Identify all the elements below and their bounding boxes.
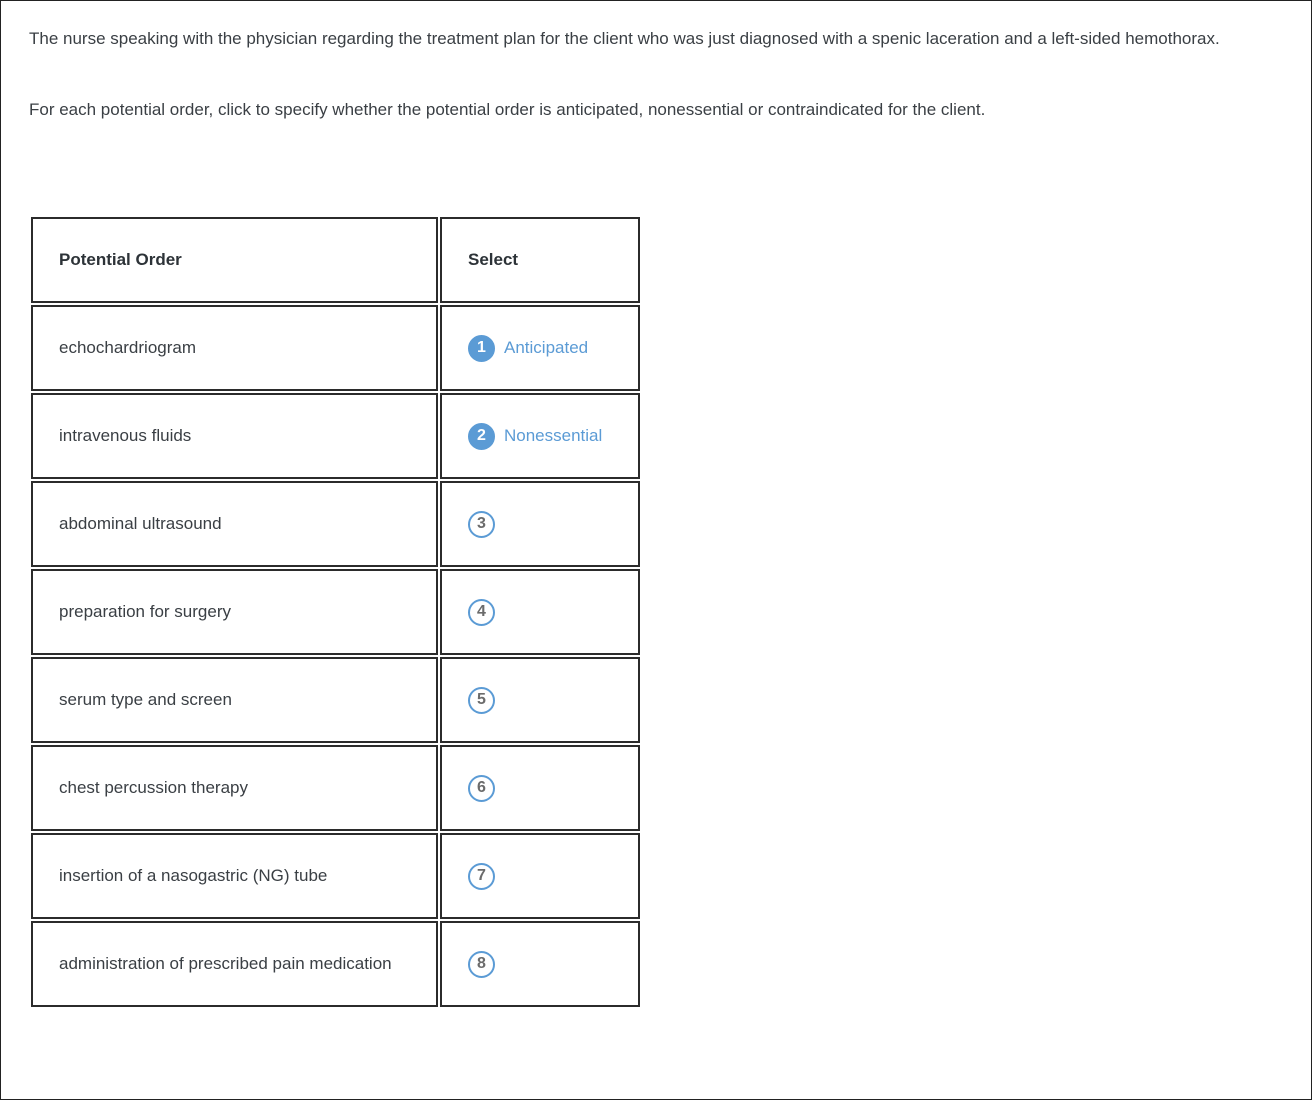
- select-cell[interactable]: [440, 393, 640, 479]
- question-prompt: The nurse speaking with the physician regarding the treatment plan for the client who was just diagnosed with a spenic laceration and a left-sided hemothorax.: [29, 29, 1220, 48]
- select-control[interactable]: [468, 687, 495, 714]
- table-row: [31, 921, 640, 1007]
- order-cell: insertion of a nasogastric (NG) tube: [31, 833, 438, 919]
- number-badge: 8: [468, 951, 495, 978]
- table-header-row: [31, 217, 640, 303]
- number-badge: 1: [468, 335, 495, 362]
- selection-label: Anticipated: [504, 338, 589, 357]
- select-cell[interactable]: [440, 921, 640, 1007]
- order-cell: echochardriogram: [31, 305, 438, 391]
- select-cell[interactable]: [440, 833, 640, 919]
- order-cell: serum type and screen: [31, 657, 438, 743]
- order-cell: administration of prescribed pain medication: [31, 921, 438, 1007]
- select-control[interactable]: [468, 951, 495, 978]
- select-cell[interactable]: [440, 305, 640, 391]
- selection-label: Nonessential: [504, 426, 603, 445]
- table-row: [31, 569, 640, 655]
- select-cell[interactable]: [440, 481, 640, 567]
- select-control[interactable]: [468, 775, 495, 802]
- table-row: [31, 305, 640, 391]
- table-row: [31, 393, 640, 479]
- number-badge: 6: [468, 775, 495, 802]
- number-badge: 5: [468, 687, 495, 714]
- number-badge: 3: [468, 511, 495, 538]
- select-control[interactable]: [468, 599, 495, 626]
- select-control[interactable]: [468, 423, 602, 450]
- table-row: [31, 833, 640, 919]
- select-control[interactable]: [468, 511, 495, 538]
- order-cell: abdominal ultrasound: [31, 481, 438, 567]
- table-row: [31, 745, 640, 831]
- select-cell[interactable]: [440, 657, 640, 743]
- orders-table: [29, 215, 642, 1009]
- select-cell[interactable]: [440, 745, 640, 831]
- number-badge: 7: [468, 863, 495, 890]
- select-control[interactable]: [468, 863, 495, 890]
- select-control[interactable]: [468, 335, 588, 362]
- question-instruction: For each potential order, click to specify whether the potential order is anticipated, nonessential or contraindicated for the client.: [29, 100, 986, 119]
- number-badge: 2: [468, 423, 495, 450]
- number-badge: 4: [468, 599, 495, 626]
- header-select: Select: [440, 217, 640, 303]
- order-cell: preparation for surgery: [31, 569, 438, 655]
- table-row: [31, 657, 640, 743]
- table-row: [31, 481, 640, 567]
- select-cell[interactable]: [440, 569, 640, 655]
- order-cell: chest percussion therapy: [31, 745, 438, 831]
- order-cell: intravenous fluids: [31, 393, 438, 479]
- header-potential-order: Potential Order: [31, 217, 438, 303]
